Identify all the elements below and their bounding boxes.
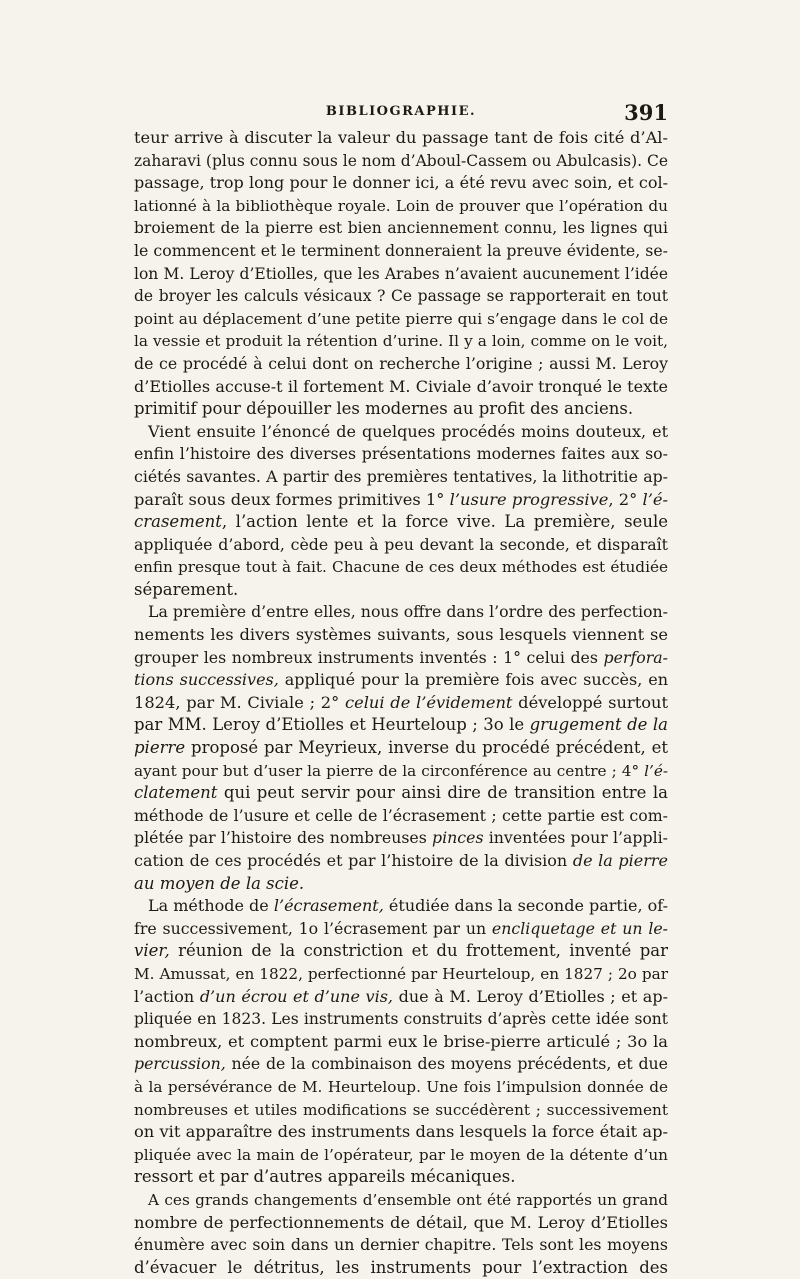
text-line xyxy=(134,1189,668,1212)
text-line xyxy=(134,850,668,873)
text-run: primitif pour dépouiller les modernes au profit des anciens. xyxy=(134,399,634,419)
text-run: lon M. Leroy d’Etiolles, que les Arabes n’avaient aucunement l’idée xyxy=(134,264,668,283)
text-run: passage, trop long pour le donner ici, a été revu avec soin, et col- xyxy=(134,173,668,193)
text-run: nombreux, et comptent parmi eux le brise-pierre articulé ; 3o la xyxy=(134,1031,668,1051)
italic-text: perfora- xyxy=(603,647,668,667)
text-run: par MM. Leroy d’Etiolles et Heurteloup ; 3o le xyxy=(134,715,530,735)
text-line xyxy=(134,217,668,240)
text-line xyxy=(134,376,668,399)
text-run: étudiée dans la seconde partie, of- xyxy=(383,896,669,916)
italic-text: pinces xyxy=(432,828,484,848)
text-run: ressort et par d’autres appareils mécaniques. xyxy=(134,1167,516,1187)
text-line xyxy=(134,150,668,173)
text-run: à la persévérance de M. Heurteloup. Une fois l’impulsion donnée de xyxy=(134,1077,668,1096)
text-run: lationné à la bibliothèque royale. Loin de prouver que l’opération du xyxy=(134,196,668,215)
text-line xyxy=(134,737,668,760)
text-run: enfin l’histoire des diverses présentations modernes faites aux so- xyxy=(134,444,668,464)
text-run: fre successivement, 1o l’écrasement par un xyxy=(134,918,492,938)
text-line xyxy=(134,1053,668,1076)
italic-text: tions successives, xyxy=(134,670,279,690)
text-line xyxy=(134,714,668,737)
text-line xyxy=(134,1031,668,1054)
text-run: , l’action lente et la force vive. La première, seule xyxy=(221,512,668,532)
text-run: ayant pour but d’user la pierre de la circonférence au centre ; 4° xyxy=(134,761,645,780)
text-run: le commencent et le terminent donneraient la preuve évidente, se- xyxy=(134,240,668,260)
text-line xyxy=(134,421,668,444)
text-run: La première d’entre elles, nous offre dans l’ordre des perfection- xyxy=(148,602,668,622)
text-line xyxy=(134,1144,668,1167)
text-run: de broyer les calculs vésicaux ? Ce passage se rapporterait en tout xyxy=(134,287,668,306)
text-line xyxy=(134,669,668,692)
italic-text: vier, xyxy=(134,941,170,961)
italic-text: l’écrasement, xyxy=(273,896,384,916)
text-line xyxy=(134,330,668,353)
paragraph xyxy=(134,127,668,421)
text-line xyxy=(134,1076,668,1099)
text-run: qui peut servir pour ainsi dire de transition entre la xyxy=(217,783,668,803)
text-line xyxy=(134,963,668,986)
text-run: due à M. Leroy d’Etiolles ; et ap- xyxy=(393,986,668,1006)
text-run: née de la combinaison des moyens précédents, et due xyxy=(225,1054,668,1074)
text-run: M. Amussat, en 1822, perfectionné par Heurteloup, en 1827 ; 2o par xyxy=(134,964,668,983)
text-line xyxy=(134,1008,668,1031)
text-line xyxy=(134,489,668,512)
text-line xyxy=(134,986,668,1009)
text-run: nombre de perfectionnements de détail, que M. Leroy d’Etiolles xyxy=(134,1212,668,1232)
text-run: pliquée avec la main de l’opérateur, par le moyen de la détente d’un xyxy=(134,1145,668,1164)
italic-text: l’é- xyxy=(642,489,668,509)
text-run: inventées pour l’appli- xyxy=(483,828,668,848)
text-run: on vit apparaître des instruments dans lesquels la force était ap- xyxy=(134,1122,668,1142)
text-run: de ce procédé à celui dont on recherche l’origine ; aussi M. Leroy xyxy=(134,353,668,373)
text-run: d’Etiolles accuse-t il fortement M. Civiale d’avoir tronqué le texte xyxy=(134,376,668,396)
text-run: paraît sous deux formes primitives 1° xyxy=(134,489,450,509)
text-line xyxy=(134,918,668,941)
text-line xyxy=(134,1166,668,1189)
text-run: teur arrive à discuter la valeur du passage tant de fois cité d’Al- xyxy=(134,128,668,147)
text-line xyxy=(134,398,668,421)
text-line xyxy=(134,873,668,896)
text-line xyxy=(134,647,668,670)
text-run: nombreuses et utiles modifications se succédèrent ; successivement xyxy=(134,1100,668,1119)
text-run: broiement de la pierre est bien anciennement connu, les lignes qui xyxy=(134,219,668,238)
text-run: Vient ensuite l’énoncé de quelques procédés moins douteux, et xyxy=(148,421,668,441)
text-run: d’évacuer le détritus, les instruments pour l’extraction des xyxy=(134,1257,668,1277)
text-line xyxy=(134,895,668,918)
text-line xyxy=(134,940,668,963)
text-run: appliqué pour la première fois avec succès, en xyxy=(278,670,669,690)
text-line xyxy=(134,308,668,331)
italic-text: de la pierre xyxy=(572,851,668,870)
text-line xyxy=(134,353,668,376)
italic-text: pierre xyxy=(134,738,186,758)
paragraph xyxy=(134,421,668,602)
text-run: zaharavi (plus connu sous le nom d’Aboul-Cassem ou Abulcasis). Ce xyxy=(134,151,669,170)
paragraph xyxy=(134,601,668,895)
text-run: La méthode de xyxy=(148,896,274,916)
text-run: l’action xyxy=(134,986,200,1006)
text-run: plétée par l’histoire des nombreuses xyxy=(134,828,433,848)
italic-text: celui de l’évidement xyxy=(345,692,513,712)
text-line xyxy=(134,1099,668,1122)
text-line xyxy=(134,511,668,534)
text-line xyxy=(134,624,668,647)
text-run: point au déplacement d’une petite pierre qui s’engage dans le col de xyxy=(134,309,668,328)
text-run: énumère avec soin dans un dernier chapitre. Tels sont les moyens xyxy=(134,1235,668,1255)
text-line xyxy=(134,1257,668,1279)
text-line xyxy=(134,466,668,489)
text-run: méthode de l’usure et celle de l’écrasement ; cette partie est com- xyxy=(134,805,668,825)
text-line xyxy=(134,534,668,557)
text-line xyxy=(134,1234,668,1257)
text-run: séparement. xyxy=(134,579,239,599)
page-number: 391 xyxy=(624,100,668,125)
italic-text: au moyen de la scie. xyxy=(134,873,305,893)
body-text xyxy=(134,127,668,1279)
italic-text: d’un écrou et d’une vis, xyxy=(199,986,394,1006)
italic-text: grugement de la xyxy=(529,715,668,735)
paragraph xyxy=(134,1189,668,1279)
text-line xyxy=(134,127,668,150)
text-run: réunion de la constriction et du frottement, inventé par xyxy=(169,941,668,961)
running-head-title: BIBLIOGRAPHIE. xyxy=(325,104,477,119)
text-line xyxy=(134,827,668,850)
text-run: nements les divers systèmes suivants, sous lesquels viennent se xyxy=(134,625,668,645)
text-line xyxy=(134,263,668,286)
text-line xyxy=(134,1121,668,1144)
running-head xyxy=(134,100,668,130)
text-line xyxy=(134,443,668,466)
text-run: pliquée en 1823. Les instruments construits d’après cette idée sont xyxy=(134,1010,668,1029)
italic-text: encliquetage et un le- xyxy=(491,918,668,938)
paragraph xyxy=(134,895,668,1189)
text-run: ciétés savantes. A partir des premières tentatives, la lithotritie ap- xyxy=(134,466,668,486)
italic-text: l’é- xyxy=(644,761,668,780)
text-line xyxy=(134,195,668,218)
text-line xyxy=(134,172,668,195)
text-line xyxy=(134,760,668,783)
text-line xyxy=(134,579,668,602)
text-run: , 2° xyxy=(608,489,643,509)
italic-text: clatement xyxy=(134,783,218,803)
text-run: proposé par Meyrieux, inverse du procédé précédent, et xyxy=(185,738,668,758)
text-line xyxy=(134,556,668,579)
italic-text: crasement xyxy=(134,512,222,532)
text-line xyxy=(134,805,668,828)
text-line xyxy=(134,285,668,308)
text-run: développé surtout xyxy=(512,692,669,712)
italic-text: percussion, xyxy=(134,1054,226,1074)
text-run: A ces grands changements d’ensemble ont été rapportés un grand xyxy=(148,1190,668,1209)
text-line xyxy=(134,601,668,624)
text-line xyxy=(134,240,668,263)
text-line xyxy=(134,782,668,805)
text-run: grouper les nombreux instruments inventés : 1° celui des xyxy=(134,647,604,667)
text-run: enfin presque tout à fait. Chacune de ces deux méthodes est étudiée xyxy=(134,558,668,577)
text-line xyxy=(134,692,668,715)
text-run: cation de ces procédés et par l’histoire de la division xyxy=(134,851,573,870)
text-run: la vessie et produit la rétention d’urine. Il y a loin, comme on le voit, xyxy=(134,332,668,351)
text-run: appliquée d’abord, cède peu à peu devant la seconde, et disparaît xyxy=(134,534,668,554)
italic-text: l’usure progressive xyxy=(449,489,609,509)
text-run: 1824, par M. Civiale ; 2° xyxy=(134,692,345,712)
